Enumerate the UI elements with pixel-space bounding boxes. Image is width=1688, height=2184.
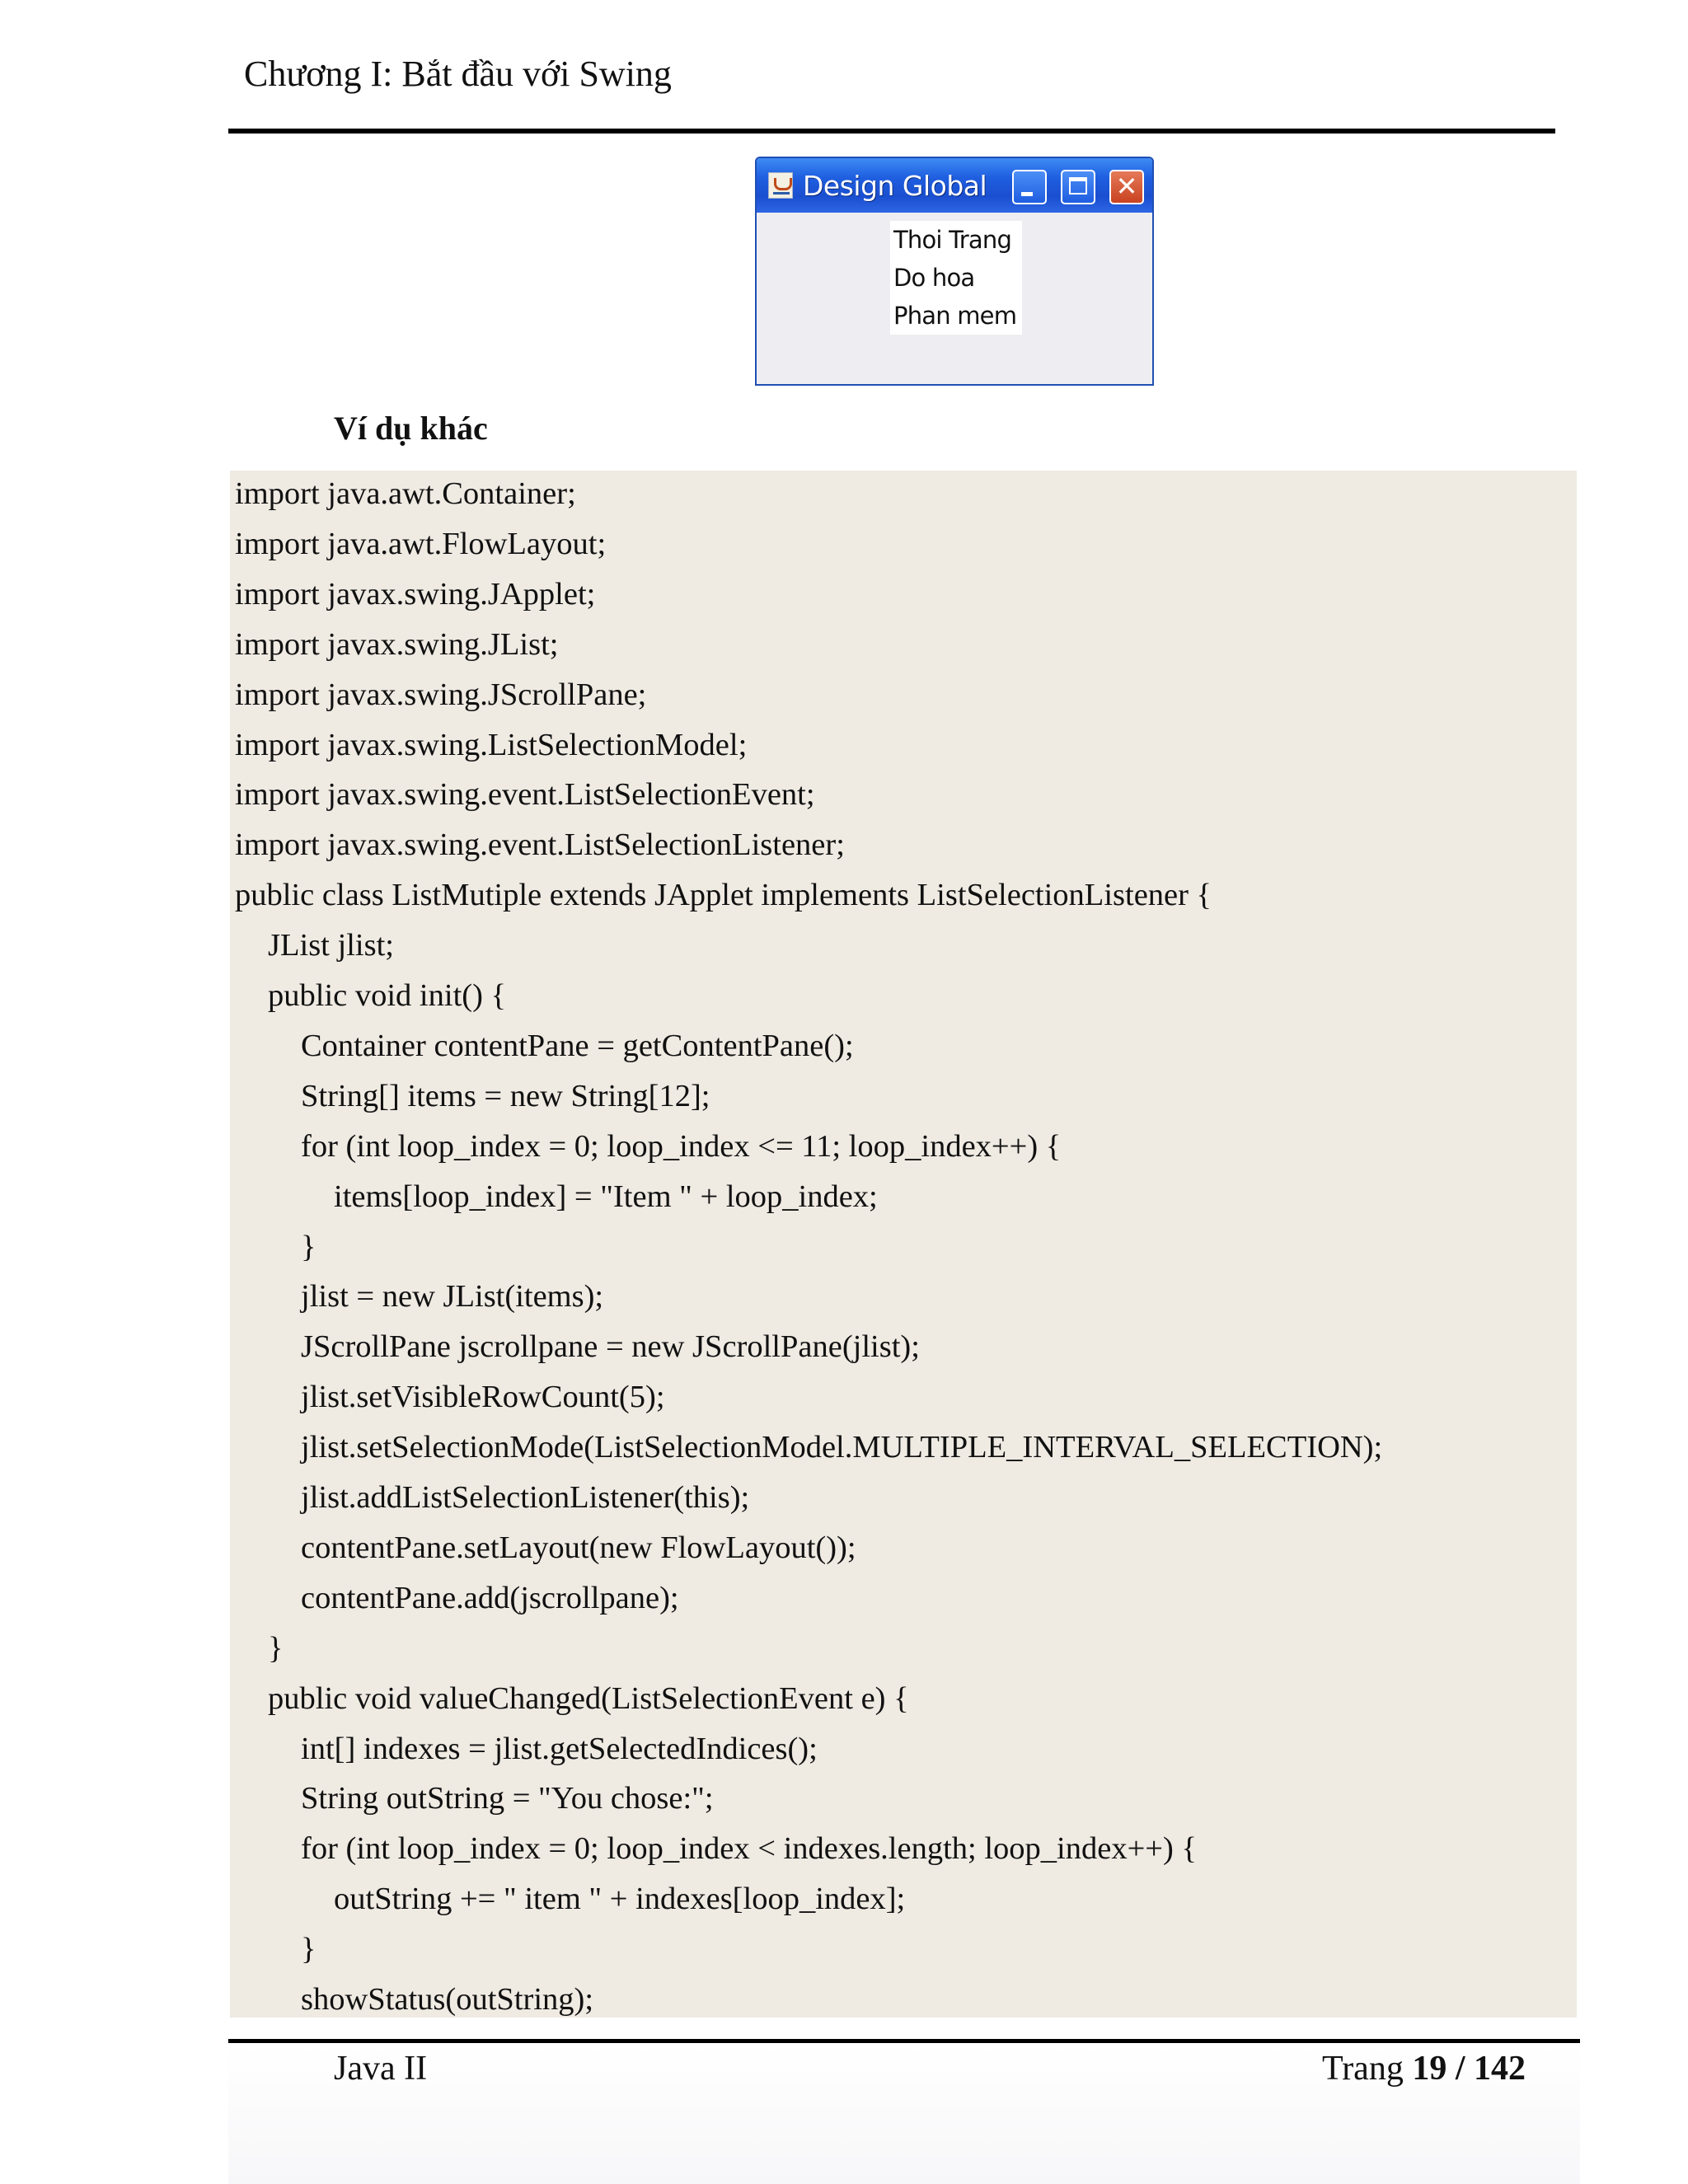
section-heading: Ví dụ khác: [334, 410, 488, 447]
list-item[interactable]: Phan mem: [893, 302, 1017, 330]
minimize-icon: [1021, 192, 1033, 196]
code-line: JList jlist;: [268, 928, 394, 963]
code-line: JScrollPane jscrollpane = new JScrollPane(jlist);: [301, 1329, 920, 1364]
list-item[interactable]: Thoi Trang: [893, 226, 1012, 254]
window-titlebar: [757, 158, 1152, 213]
code-line: import javax.swing.ListSelectionModel;: [235, 728, 748, 762]
swing-window-screenshot: [755, 157, 1154, 386]
page-separator: /: [1447, 2050, 1474, 2088]
code-line: }: [301, 1230, 316, 1264]
code-line: String outString = "You chose:";: [301, 1781, 714, 1816]
maximize-button[interactable]: [1061, 170, 1095, 204]
code-line: public void valueChanged(ListSelectionEvent e) {: [268, 1681, 909, 1716]
code-line: }: [268, 1631, 284, 1666]
list-item[interactable]: Do hoa: [893, 264, 975, 292]
code-line: Container contentPane = getContentPane();: [301, 1029, 854, 1063]
page-current: 19: [1412, 2050, 1447, 2088]
minimize-button[interactable]: [1012, 170, 1047, 204]
code-line: showStatus(outString);: [301, 1982, 594, 2017]
footer-divider: [228, 2039, 1580, 2043]
page-total: 142: [1474, 2050, 1526, 2088]
code-line: import javax.swing.event.ListSelectionListener;: [235, 827, 845, 862]
close-icon: ✕: [1115, 171, 1138, 202]
code-line: outString += " item " + indexes[loop_index];: [334, 1882, 906, 1916]
window-title: Design Global: [803, 169, 987, 202]
code-line: contentPane.setLayout(new FlowLayout());: [301, 1530, 856, 1565]
code-line: for (int loop_index = 0; loop_index < indexes.length; loop_index++) {: [301, 1831, 1197, 1866]
close-button[interactable]: [1109, 170, 1144, 204]
maximize-icon: [1069, 177, 1087, 194]
chapter-title: Chương I: Bắt đầu với Swing: [244, 54, 672, 94]
code-line: contentPane.add(jscrollpane);: [301, 1581, 679, 1615]
code-line: import javax.swing.JApplet;: [235, 577, 596, 612]
code-line: String[] items = new String[12];: [301, 1079, 710, 1113]
code-line: for (int loop_index = 0; loop_index <= 11; loop_index++) {: [301, 1129, 1062, 1164]
code-block: [230, 471, 1577, 2018]
code-line: int[] indexes = jlist.getSelectedIndices();: [301, 1732, 818, 1766]
code-line: public void init() {: [268, 978, 507, 1013]
code-line: public class ListMutiple extends JApplet implements ListSelectionListener {: [235, 878, 1212, 912]
code-line: import javax.swing.event.ListSelectionEvent;: [235, 777, 815, 812]
page-prefix: Trang: [1322, 2050, 1413, 2088]
code-line: import java.awt.FlowLayout;: [235, 527, 607, 561]
code-line: jlist.setSelectionMode(ListSelectionModel.MULTIPLE_INTERVAL_SELECTION);: [301, 1430, 1383, 1465]
java-app-icon: [768, 172, 793, 199]
code-line: }: [301, 1932, 316, 1966]
code-line: import javax.swing.JScrollPane;: [235, 677, 647, 712]
page-number: [1322, 2046, 1526, 2092]
code-line: jlist = new JList(items);: [301, 1279, 604, 1314]
code-line: jlist.setVisibleRowCount(5);: [301, 1380, 665, 1414]
code-line: jlist.addListSelectionListener(this);: [301, 1480, 750, 1515]
window-content: [757, 213, 1152, 384]
code-line: items[loop_index] = "Item " + loop_index;: [334, 1179, 878, 1214]
code-line: import java.awt.Container;: [235, 476, 576, 511]
header-divider: [228, 129, 1555, 134]
footer-course-name: Java II: [334, 2050, 428, 2088]
code-line: import javax.swing.JList;: [235, 627, 559, 662]
jlist[interactable]: [890, 221, 1022, 335]
